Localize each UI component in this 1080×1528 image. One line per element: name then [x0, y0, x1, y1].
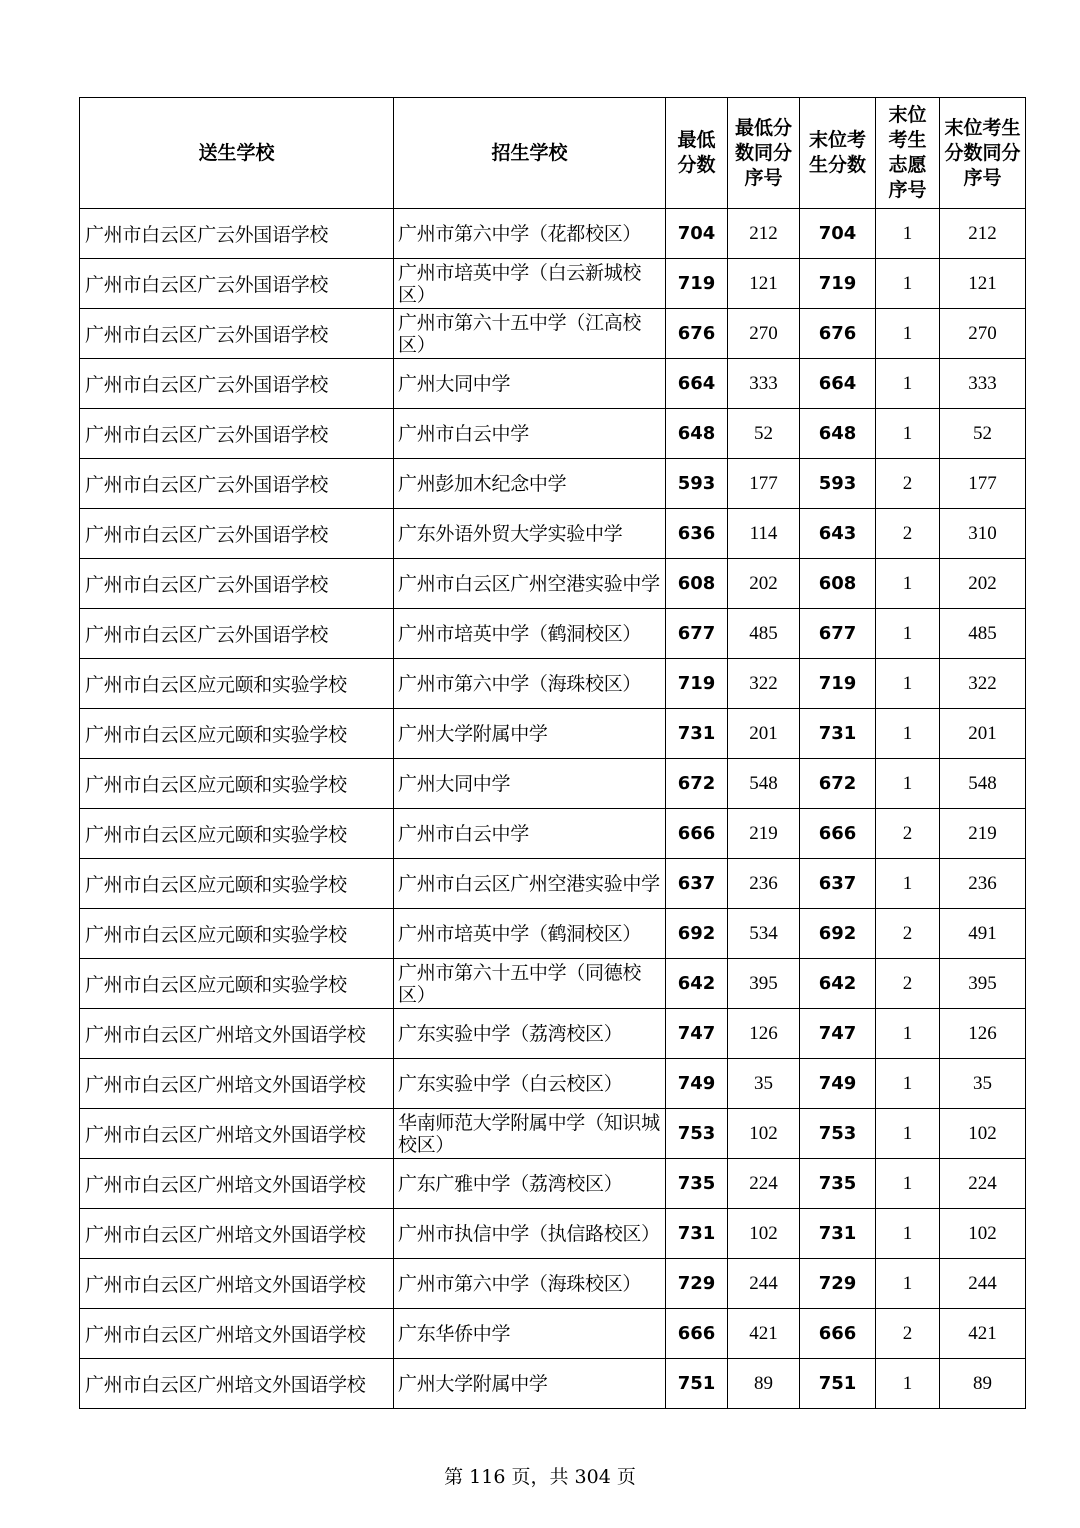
table-row — [80, 509, 1026, 559]
last-choice-no-cell: 2 — [876, 509, 940, 559]
last-score-cell: 692 — [800, 909, 876, 959]
table-row — [80, 459, 1026, 509]
last-rank-cell: 89 — [940, 1359, 1026, 1409]
sending-school-cell: 广州市白云区广云外国语学校 — [80, 459, 394, 509]
last-score-cell: 672 — [800, 759, 876, 809]
admitting-school-cell: 广州市第六十五中学（同德校区） — [394, 959, 666, 1009]
min-score-rank-cell: 548 — [728, 759, 800, 809]
admitting-school-cell: 华南师范大学附属中学（知识城校区） — [394, 1109, 666, 1159]
admitting-school-cell: 广州市第六中学（花都校区） — [394, 209, 666, 259]
last-score-cell: 648 — [800, 409, 876, 459]
last-choice-no-cell: 1 — [876, 1359, 940, 1409]
last-rank-cell: 244 — [940, 1259, 1026, 1309]
last-rank-cell: 548 — [940, 759, 1026, 809]
admitting-school-cell: 广东实验中学（白云校区） — [394, 1059, 666, 1109]
admitting-school-cell: 广州市白云中学 — [394, 409, 666, 459]
last-rank-cell: 224 — [940, 1159, 1026, 1209]
last-score-cell: 637 — [800, 859, 876, 909]
last-rank-cell: 421 — [940, 1309, 1026, 1359]
last-score-cell: 751 — [800, 1359, 876, 1409]
admitting-school-cell: 广州大同中学 — [394, 359, 666, 409]
min-score-cell: 704 — [666, 209, 728, 259]
sending-school-cell: 广州市白云区应元颐和实验学校 — [80, 709, 394, 759]
min-score-cell: 648 — [666, 409, 728, 459]
last-choice-no-cell: 1 — [876, 759, 940, 809]
sending-school-cell: 广州市白云区应元颐和实验学校 — [80, 809, 394, 859]
page-footer: 第 116 页，共 304 页 — [444, 1466, 636, 1488]
admitting-school-cell: 广州大学附属中学 — [394, 709, 666, 759]
last-score-cell: 747 — [800, 1009, 876, 1059]
last-score-cell: 593 — [800, 459, 876, 509]
table-row — [80, 1259, 1026, 1309]
min-score-rank-cell: 202 — [728, 559, 800, 609]
admitting-school-cell: 广州彭加木纪念中学 — [394, 459, 666, 509]
admitting-school-cell: 广东实验中学（荔湾校区） — [394, 1009, 666, 1059]
last-choice-no-cell: 1 — [876, 1109, 940, 1159]
last-score-cell: 664 — [800, 359, 876, 409]
table-row — [80, 709, 1026, 759]
last-score-cell: 719 — [800, 259, 876, 309]
table-row — [80, 1059, 1026, 1109]
min-score-cell: 751 — [666, 1359, 728, 1409]
table-row — [80, 1209, 1026, 1259]
last-choice-no-cell: 1 — [876, 359, 940, 409]
sending-school-cell: 广州市白云区广云外国语学校 — [80, 309, 394, 359]
min-score-rank-cell: 102 — [728, 1209, 800, 1259]
last-choice-no-cell: 1 — [876, 1159, 940, 1209]
admitting-school-cell: 广州市白云中学 — [394, 809, 666, 859]
min-score-cell: 608 — [666, 559, 728, 609]
admitting-school-cell: 广州大同中学 — [394, 759, 666, 809]
last-rank-cell: 202 — [940, 559, 1026, 609]
last-rank-cell: 395 — [940, 959, 1026, 1009]
header-row — [80, 98, 1026, 209]
admitting-school-cell: 广州市培英中学（鹤洞校区） — [394, 909, 666, 959]
admitting-school-cell: 广州大学附属中学 — [394, 1359, 666, 1409]
table-row — [80, 959, 1026, 1009]
admitting-school-cell: 广州市第六中学（海珠校区） — [394, 659, 666, 709]
min-score-cell: 747 — [666, 1009, 728, 1059]
last-choice-no-cell: 2 — [876, 959, 940, 1009]
sending-school-cell: 广州市白云区广州培文外国语学校 — [80, 1359, 394, 1409]
admitting-school-cell: 广东广雅中学（荔湾校区） — [394, 1159, 666, 1209]
last-choice-no-cell: 2 — [876, 459, 940, 509]
header-min-score: 最低 分数 — [666, 98, 728, 209]
admitting-school-cell: 广州市第六十五中学（江高校区） — [394, 309, 666, 359]
last-choice-no-cell: 1 — [876, 1059, 940, 1109]
min-score-cell: 666 — [666, 1309, 728, 1359]
table-row — [80, 609, 1026, 659]
last-choice-no-cell: 1 — [876, 559, 940, 609]
last-rank-cell: 310 — [940, 509, 1026, 559]
last-rank-cell: 219 — [940, 809, 1026, 859]
min-score-cell: 666 — [666, 809, 728, 859]
last-choice-no-cell: 1 — [876, 409, 940, 459]
sending-school-cell: 广州市白云区广州培文外国语学校 — [80, 1009, 394, 1059]
last-score-cell: 642 — [800, 959, 876, 1009]
table-row — [80, 259, 1026, 309]
last-rank-cell: 333 — [940, 359, 1026, 409]
sending-school-cell: 广州市白云区广云外国语学校 — [80, 359, 394, 409]
min-score-cell: 637 — [666, 859, 728, 909]
table-row — [80, 309, 1026, 359]
last-score-cell: 731 — [800, 1209, 876, 1259]
min-score-rank-cell: 421 — [728, 1309, 800, 1359]
min-score-rank-cell: 35 — [728, 1059, 800, 1109]
min-score-rank-cell: 89 — [728, 1359, 800, 1409]
min-score-rank-cell: 201 — [728, 709, 800, 759]
min-score-rank-cell: 114 — [728, 509, 800, 559]
min-score-cell: 753 — [666, 1109, 728, 1159]
last-choice-no-cell: 2 — [876, 909, 940, 959]
last-choice-no-cell: 1 — [876, 659, 940, 709]
min-score-rank-cell: 485 — [728, 609, 800, 659]
sending-school-cell: 广州市白云区广州培文外国语学校 — [80, 1159, 394, 1209]
last-score-cell: 735 — [800, 1159, 876, 1209]
table-row — [80, 1359, 1026, 1409]
sending-school-cell: 广州市白云区广州培文外国语学校 — [80, 1109, 394, 1159]
last-score-cell: 666 — [800, 1309, 876, 1359]
min-score-cell: 676 — [666, 309, 728, 359]
last-choice-no-cell: 1 — [876, 309, 940, 359]
last-score-cell: 676 — [800, 309, 876, 359]
sending-school-cell: 广州市白云区广云外国语学校 — [80, 509, 394, 559]
header-sending-school: 送生学校 — [80, 98, 394, 209]
last-score-cell: 719 — [800, 659, 876, 709]
table-row — [80, 859, 1026, 909]
admitting-school-cell: 广东华侨中学 — [394, 1309, 666, 1359]
min-score-rank-cell: 121 — [728, 259, 800, 309]
sending-school-cell: 广州市白云区广州培文外国语学校 — [80, 1309, 394, 1359]
sending-school-cell: 广州市白云区应元颐和实验学校 — [80, 859, 394, 909]
table-row — [80, 559, 1026, 609]
last-choice-no-cell: 1 — [876, 209, 940, 259]
table-row — [80, 1309, 1026, 1359]
last-score-cell: 704 — [800, 209, 876, 259]
min-score-cell: 642 — [666, 959, 728, 1009]
min-score-rank-cell: 52 — [728, 409, 800, 459]
min-score-cell: 664 — [666, 359, 728, 409]
table-row — [80, 1159, 1026, 1209]
last-rank-cell: 201 — [940, 709, 1026, 759]
admitting-school-cell: 广州市培英中学（白云新城校区） — [394, 259, 666, 309]
header-last-rank: 末位考生 分数同分 序号 — [940, 98, 1026, 209]
last-rank-cell: 270 — [940, 309, 1026, 359]
last-choice-no-cell: 1 — [876, 1009, 940, 1059]
min-score-rank-cell: 212 — [728, 209, 800, 259]
min-score-rank-cell: 219 — [728, 809, 800, 859]
sending-school-cell: 广州市白云区应元颐和实验学校 — [80, 909, 394, 959]
last-score-cell: 666 — [800, 809, 876, 859]
admitting-school-cell: 广东外语外贸大学实验中学 — [394, 509, 666, 559]
last-rank-cell: 212 — [940, 209, 1026, 259]
table-row — [80, 409, 1026, 459]
min-score-rank-cell: 333 — [728, 359, 800, 409]
last-choice-no-cell: 2 — [876, 1309, 940, 1359]
min-score-cell: 719 — [666, 659, 728, 709]
last-rank-cell: 52 — [940, 409, 1026, 459]
min-score-rank-cell: 177 — [728, 459, 800, 509]
sending-school-cell: 广州市白云区广云外国语学校 — [80, 609, 394, 659]
last-score-cell: 753 — [800, 1109, 876, 1159]
min-score-cell: 692 — [666, 909, 728, 959]
last-choice-no-cell: 1 — [876, 259, 940, 309]
min-score-rank-cell: 224 — [728, 1159, 800, 1209]
table-row — [80, 759, 1026, 809]
min-score-cell: 735 — [666, 1159, 728, 1209]
min-score-rank-cell: 534 — [728, 909, 800, 959]
min-score-rank-cell: 270 — [728, 309, 800, 359]
admitting-school-cell: 广州市白云区广州空港实验中学 — [394, 559, 666, 609]
last-choice-no-cell: 1 — [876, 609, 940, 659]
min-score-rank-cell: 126 — [728, 1009, 800, 1059]
last-choice-no-cell: 1 — [876, 859, 940, 909]
table-row — [80, 909, 1026, 959]
sending-school-cell: 广州市白云区广云外国语学校 — [80, 259, 394, 309]
sending-school-cell: 广州市白云区广州培文外国语学校 — [80, 1209, 394, 1259]
last-score-cell: 729 — [800, 1259, 876, 1309]
min-score-cell: 719 — [666, 259, 728, 309]
table-body — [80, 209, 1026, 1409]
min-score-cell: 731 — [666, 1209, 728, 1259]
min-score-rank-cell: 322 — [728, 659, 800, 709]
header-admitting-school: 招生学校 — [394, 98, 666, 209]
table-row — [80, 659, 1026, 709]
sending-school-cell: 广州市白云区广州培文外国语学校 — [80, 1059, 394, 1109]
min-score-cell: 636 — [666, 509, 728, 559]
min-score-cell: 729 — [666, 1259, 728, 1309]
sending-school-cell: 广州市白云区应元颐和实验学校 — [80, 659, 394, 709]
min-score-cell: 749 — [666, 1059, 728, 1109]
last-rank-cell: 35 — [940, 1059, 1026, 1109]
table-row — [80, 1009, 1026, 1059]
header-last-score: 末位考 生分数 — [800, 98, 876, 209]
sending-school-cell: 广州市白云区应元颐和实验学校 — [80, 759, 394, 809]
sending-school-cell: 广州市白云区广云外国语学校 — [80, 559, 394, 609]
min-score-rank-cell: 236 — [728, 859, 800, 909]
last-rank-cell: 121 — [940, 259, 1026, 309]
min-score-rank-cell: 244 — [728, 1259, 800, 1309]
last-rank-cell: 485 — [940, 609, 1026, 659]
sending-school-cell: 广州市白云区广云外国语学校 — [80, 209, 394, 259]
table-row — [80, 1109, 1026, 1159]
min-score-cell: 677 — [666, 609, 728, 659]
last-rank-cell: 177 — [940, 459, 1026, 509]
last-rank-cell: 102 — [940, 1109, 1026, 1159]
last-score-cell: 608 — [800, 559, 876, 609]
min-score-cell: 672 — [666, 759, 728, 809]
last-rank-cell: 126 — [940, 1009, 1026, 1059]
last-score-cell: 731 — [800, 709, 876, 759]
table-row — [80, 209, 1026, 259]
last-score-cell: 749 — [800, 1059, 876, 1109]
last-choice-no-cell: 1 — [876, 1209, 940, 1259]
last-choice-no-cell: 2 — [876, 809, 940, 859]
min-score-cell: 593 — [666, 459, 728, 509]
sending-school-cell: 广州市白云区广云外国语学校 — [80, 409, 394, 459]
header-min-score-rank: 最低分 数同分 序号 — [728, 98, 800, 209]
table-row — [80, 359, 1026, 409]
min-score-rank-cell: 102 — [728, 1109, 800, 1159]
last-rank-cell: 236 — [940, 859, 1026, 909]
min-score-cell: 731 — [666, 709, 728, 759]
admission-table — [79, 97, 1026, 1409]
table-row — [80, 809, 1026, 859]
last-choice-no-cell: 1 — [876, 709, 940, 759]
admitting-school-cell: 广州市第六中学（海珠校区） — [394, 1259, 666, 1309]
last-rank-cell: 491 — [940, 909, 1026, 959]
last-rank-cell: 102 — [940, 1209, 1026, 1259]
admitting-school-cell: 广州市执信中学（执信路校区） — [394, 1209, 666, 1259]
sending-school-cell: 广州市白云区广州培文外国语学校 — [80, 1259, 394, 1309]
header-last-choice-no: 末位 考生 志愿 序号 — [876, 98, 940, 209]
admitting-school-cell: 广州市白云区广州空港实验中学 — [394, 859, 666, 909]
last-choice-no-cell: 1 — [876, 1259, 940, 1309]
admitting-school-cell: 广州市培英中学（鹤洞校区） — [394, 609, 666, 659]
min-score-rank-cell: 395 — [728, 959, 800, 1009]
last-score-cell: 643 — [800, 509, 876, 559]
last-rank-cell: 322 — [940, 659, 1026, 709]
sending-school-cell: 广州市白云区应元颐和实验学校 — [80, 959, 394, 1009]
last-score-cell: 677 — [800, 609, 876, 659]
